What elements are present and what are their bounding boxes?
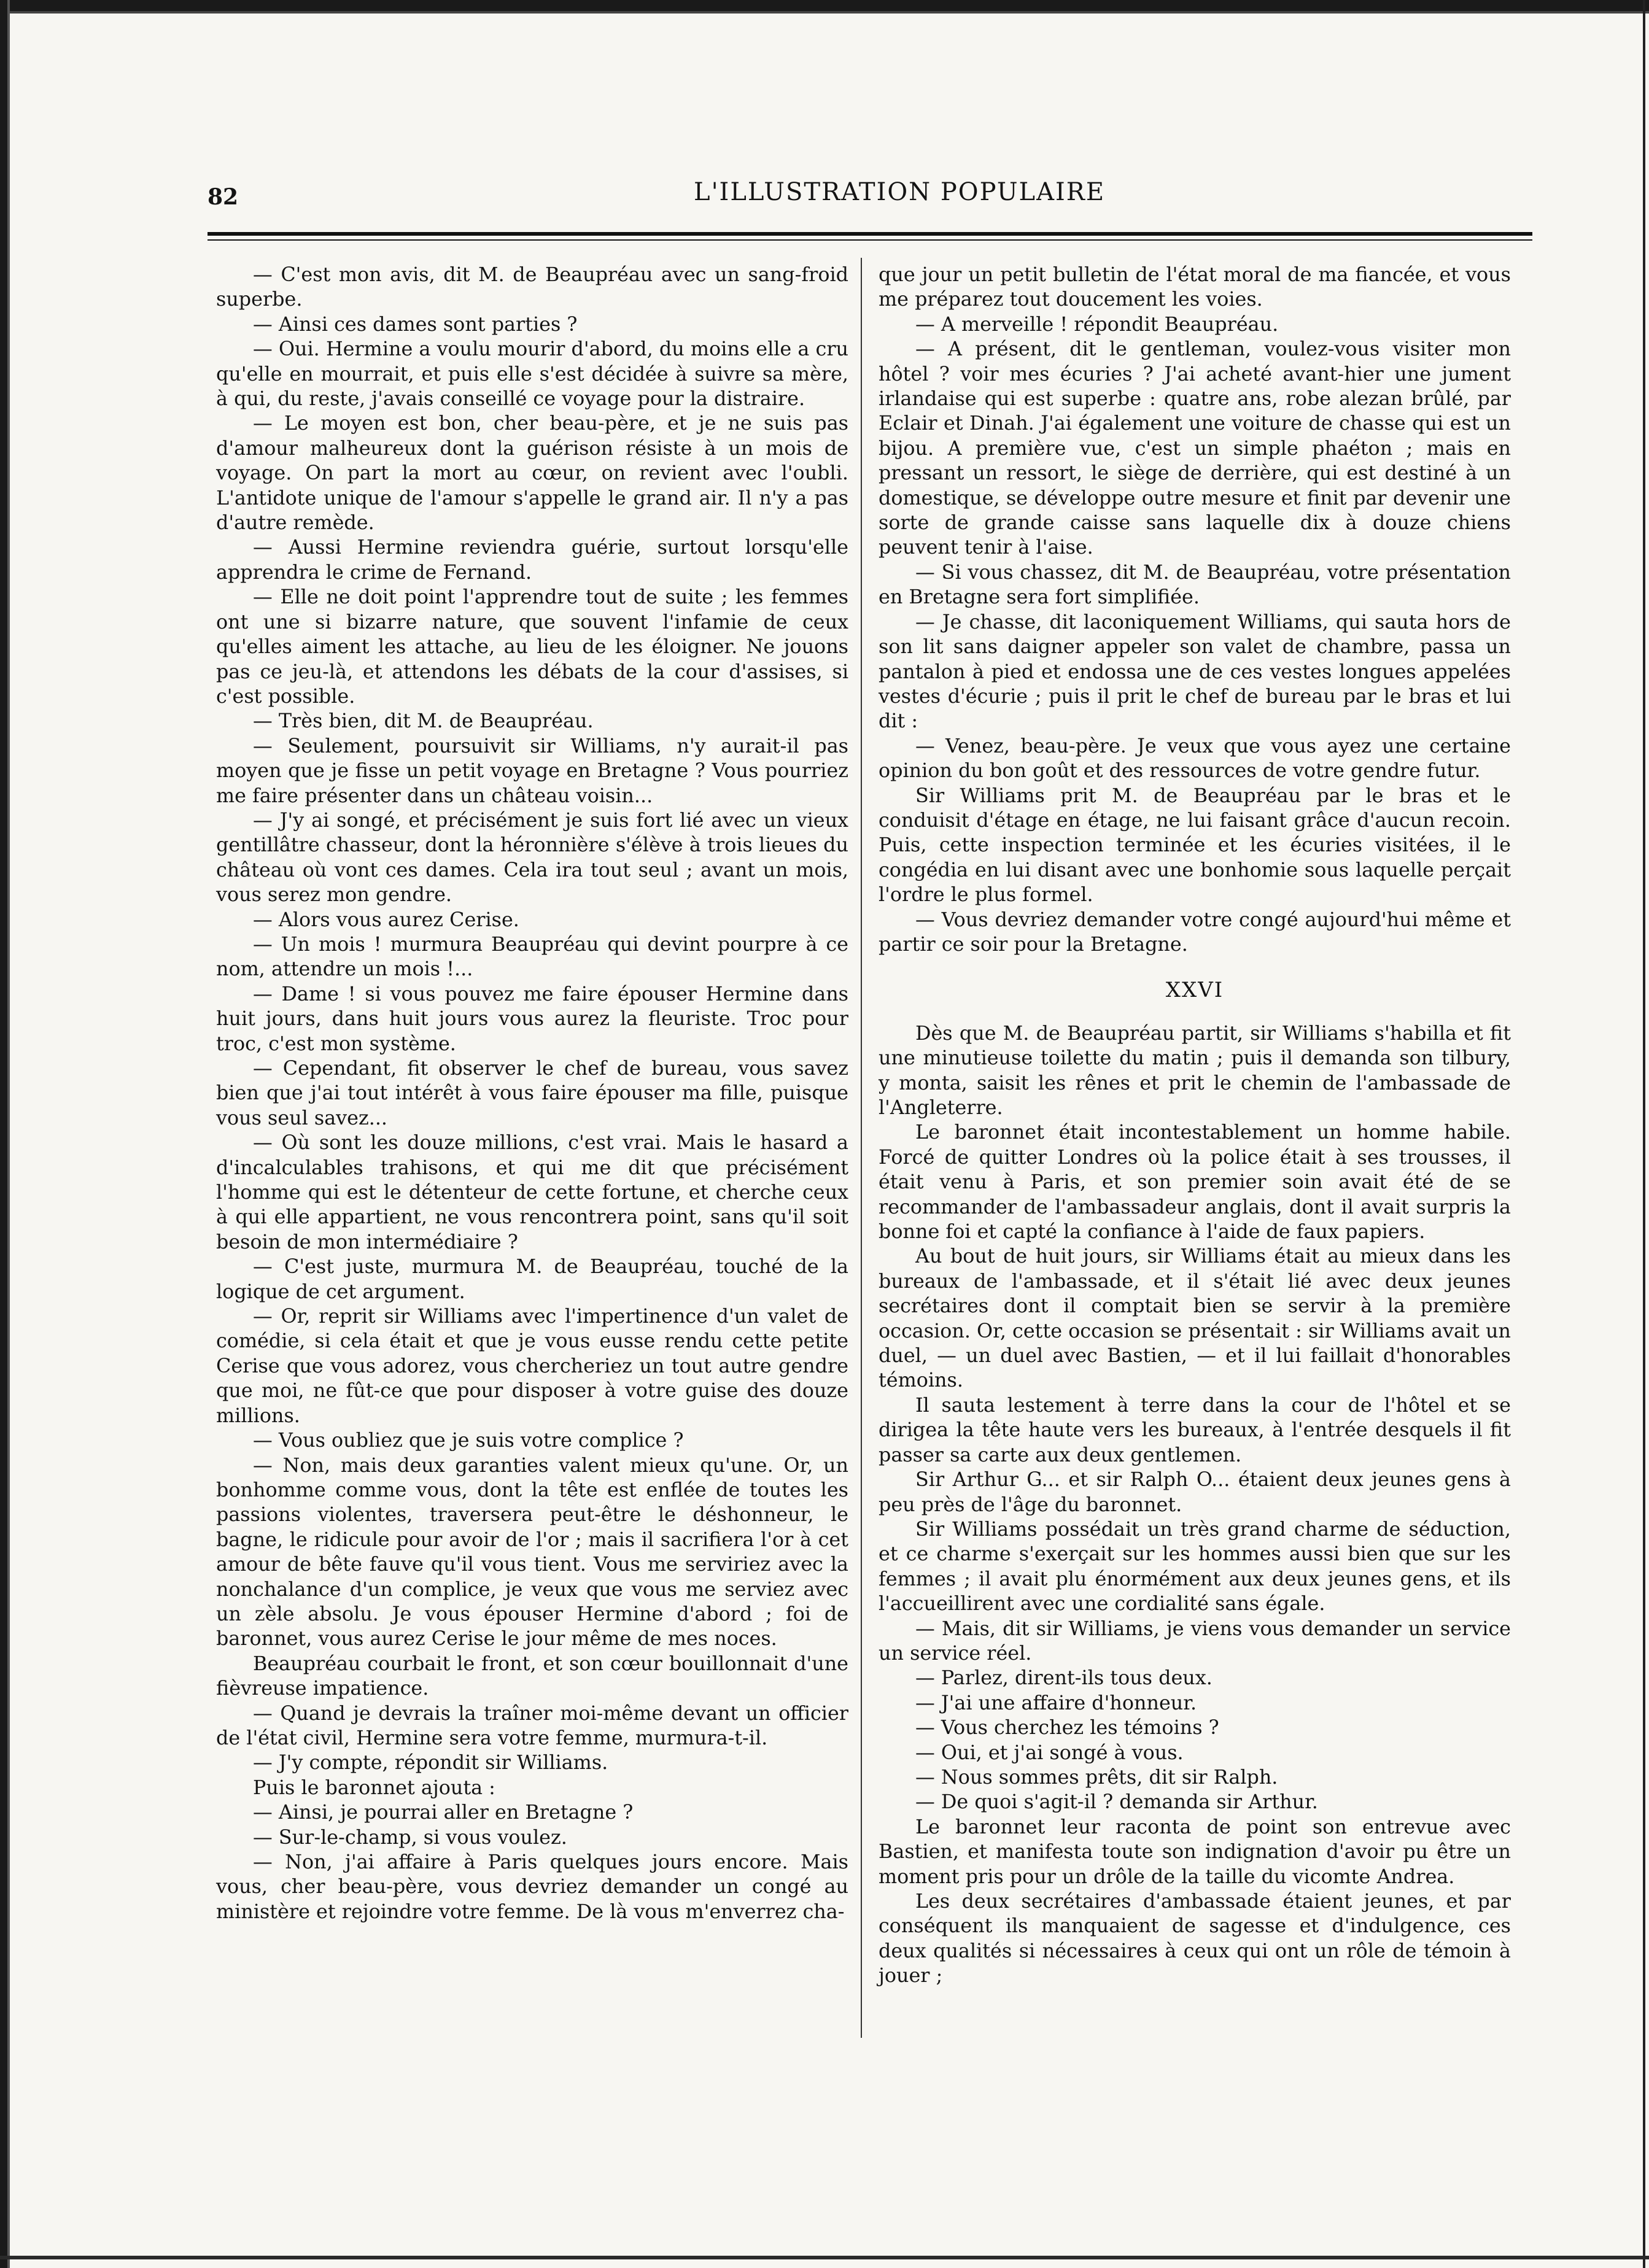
paragraph: — Nous sommes prêts, dit sir Ralph. xyxy=(915,1765,1278,1789)
paragraph: Le baronnet leur raconta de point son entrevue avec Bastien, et manifesta toute son indignation d'avoir pu être un moment pris pour un drôle de la taille du vicomte Andrea. xyxy=(879,1815,1511,1888)
paragraph: Sir Arthur G... et sir Ralph O... étaient deux jeunes gens à peu près de l'âge du baronnet. xyxy=(879,1468,1511,1516)
paragraph: — Très bien, dit M. de Beaupréau. xyxy=(253,710,594,733)
paragraph: — J'y ai songé, et précisément je suis fort lié avec un vieux gentillâtre chasseur, dont la héronnière s'élève à trois lieues du château où vont ces dames. Cela ira tout seul ; avant un mois, vous serez mon gendre. xyxy=(216,808,848,907)
paragraph: Puis le baronnet ajouta : xyxy=(253,1776,495,1799)
paragraph: Sir Williams prit M. de Beaupréau par le bras et le conduisit d'étage en étage, ne lui faisant grâce d'aucun recoin. Puis, cette inspection terminée et les écuries visitées, il le congédia en lui disant avec une bonhomie sous laquelle perçait l'ordre le plus formel. xyxy=(879,784,1511,907)
paragraph: — Alors vous aurez Cerise. xyxy=(253,908,519,931)
paragraph: Le baronnet était incontestablement un homme habile. Forcé de quitter Londres où la police était à ses trousses, il était venu à Paris, et son premier soin avait été de se recommander de l'ambassadeur anglais, dont il avait surpris la bonne foi et capté la confiance à l'aide de faux papiers. xyxy=(879,1121,1511,1244)
paragraph: — Seulement, poursuivit sir Williams, n'y aurait-il pas moyen que je fisse un petit voyage en Bretagne ? Vous pourriez me faire présenter dans un château voisin... xyxy=(216,734,848,807)
paragraph: — J'y compte, répondit sir Williams. xyxy=(253,1751,608,1775)
right-column xyxy=(879,263,1511,1989)
paragraph: — Non, j'ai affaire à Paris quelques jours encore. Mais vous, cher beau-père, vous devriez demander un congé au ministère et rejoindre votre femme. De là vous m'enverrez cha- xyxy=(216,1851,848,1923)
paragraph: — Vous oubliez que je suis votre complice ? xyxy=(253,1429,684,1452)
paragraph: — Or, reprit sir Williams avec l'impertinence d'un valet de comédie, si cela était et que je vous eusse rendu cette petite Cerise que vous adorez, vous chercheriez un tout autre gendre que moi, ne fût-ce que pour disposer à votre guise des douze millions. xyxy=(216,1305,848,1427)
section-heading: XXVI xyxy=(1165,978,1224,1003)
right-column-bottom-text xyxy=(879,1021,1511,1989)
paragraph: — J'ai une affaire d'honneur. xyxy=(915,1691,1197,1714)
paragraph: — A présent, dit le gentleman, voulez-vous visiter mon hôtel ? voir mes écuries ? J'ai acheté avant-hier une jument irlandaise qui est superbe : quatre ans, robe alezan brûlé, par Eclair et Dinah. J'ai également une voiture de chasse qui est un bijou. A première vue, c'est un simple phaéton ; mais en pressant un ressort, le siège de derrière, qui est destiné à un domestique, se développe outre mesure et finit par devenir une sorte de grande caisse sans laquelle dix à douze chiens peuvent tenir à l'aise. xyxy=(879,338,1511,559)
scan-edge-left xyxy=(0,0,25,2268)
paragraph: Au bout de huit jours, sir Williams était au mieux dans les bureaux de l'ambassade, et il s'était lié avec deux jeunes secrétaires dont il comptait bien se servir à la première occasion. Or, cette occasion se présentait : sir Williams avait un duel, — un duel avec Bastien, — et il lui faillait d'honorables témoins. xyxy=(879,1245,1511,1392)
paragraph: — Aussi Hermine reviendra guérie, surtout lorsqu'elle apprendra le crime de Fernand. xyxy=(216,536,848,584)
scan-edge-top xyxy=(0,0,1649,18)
paragraph: — Vous cherchez les témoins ? xyxy=(915,1716,1219,1740)
paragraph: — Mais, dit sir Williams, je viens vous demander un service un service réel. xyxy=(879,1617,1511,1665)
paragraph: — Je chasse, dit laconiquement Williams, qui sauta hors de son lit sans daigner appeler son valet de chambre, passa un pantalon à pied et endossa une de ces vestes longues appelées vestes d'écurie ; puis il prit le chef de bureau par le bras et lui dit : xyxy=(879,610,1511,733)
paragraph: Beaupréau courbait le front, et son cœur bouillonnait d'une fièvreuse impatience. xyxy=(216,1652,848,1700)
paragraph: — Sur-le-champ, si vous voulez. xyxy=(253,1825,567,1849)
header-rule-thick xyxy=(208,232,1532,236)
paragraph: Il sauta lestement à terre dans la cour de l'hôtel et se dirigea la tête haute vers les bureaux, à l'entrée desquels il fit passer sa carte aux deux gentlemen. xyxy=(879,1393,1511,1466)
paragraph: — Si vous chassez, dit M. de Beaupréau, votre présentation en Bretagne sera fort simplifiée. xyxy=(879,560,1511,609)
page-number: 82 xyxy=(208,184,239,210)
paragraph: — Un mois ! murmura Beaupréau qui devint pourpre à ce nom, attendre un mois !... xyxy=(216,932,848,981)
paragraph: — De quoi s'agit-il ? demanda sir Arthur. xyxy=(915,1790,1318,1814)
paragraph: — Vous devriez demander votre congé aujourd'hui même et partir ce soir pour la Bretagne. xyxy=(879,908,1511,956)
paragraph: — Parlez, dirent-ils tous deux. xyxy=(915,1666,1212,1690)
paragraph: Les deux secrétaires d'ambassade étaient jeunes, et par conséquent ils manquaient de sagesse et d'indulgence, ces deux qualités si nécessaires à ceux qui ont un rôle de témoin à jouer ; xyxy=(879,1890,1511,1987)
scan-edge-right xyxy=(1637,0,1649,2268)
paragraph: — Ainsi, je pourrai aller en Bretagne ? xyxy=(253,1801,634,1824)
paragraph: — Oui. Hermine a voulu mourir d'abord, du moins elle a cru qu'elle en mourrait, et puis elle s'est décidée à suivre sa mère, à qui, du reste, j'avais conseillé ce voyage pour la distraire. xyxy=(216,338,848,411)
running-head: L'ILLUSTRATION POPULAIRE xyxy=(694,178,1106,206)
column-divider xyxy=(861,258,862,2038)
paragraph: — Cependant, fit observer le chef de bureau, vous savez bien que j'ai tout intérêt à vous faire épouser ma fille, puisque vous seul savez... xyxy=(216,1057,848,1129)
paragraph: Sir Williams possédait un très grand charme de séduction, et ce charme s'exerçait sur les hommes aussi bien que sur les femmes ; il avait plu énormément aux deux jeunes gens, et ils l'accueillirent avec une cordialité sans égale. xyxy=(879,1517,1511,1616)
header-rule-thin xyxy=(208,239,1532,241)
paragraph: — Où sont les douze millions, c'est vrai. Mais le hasard a d'incalculables trahisons, et qui me dit que précisément l'homme qui est le détenteur de cette fortune, et cherche ceux à qui elle appartient, ne vous rencontrera point, sans qu'il soit besoin de mon intermédiaire ? xyxy=(216,1131,848,1253)
paragraph: — Ainsi ces dames sont parties ? xyxy=(253,312,578,336)
paragraph: que jour un petit bulletin de l'état moral de ma fiancée, et vous me préparez tout doucement les voies. xyxy=(879,263,1511,311)
paragraph: — Oui, et j'ai songé à vous. xyxy=(915,1741,1184,1764)
paragraph: Dès que M. de Beaupréau partit, sir Williams s'habilla et fit une minutieuse toilette du matin ; puis il demanda son tilbury, y monta, saisit les rênes et prit le chemin de l'ambassade de l'Angleterre. xyxy=(879,1021,1511,1119)
paragraph: — Elle ne doit point l'apprendre tout de suite ; les femmes ont une si bizarre nature, que souvent l'infamie de ceux qu'elles aiment les attache, au lieu de les éloigner. Ne jouons pas ce jeu-là, et attendons les débats de la cour d'assises, si c'est possible. xyxy=(216,586,848,708)
paragraph: — Non, mais deux garanties valent mieux qu'une. Or, un bonhomme comme vous, dont la tête est enflée de toutes les passions violentes, traversera peut-être le déshonneur, le bagne, le ridicule pour avoir de l'or ; mais il sacrifiera l'or à cet amour de bête fauve qu'il vous tient. Vous me serviriez avec la nonchalance d'un complice, je veux que vous me serviez avec un zèle absolu. Je vous épouser Hermine d'abord ; foi de baronnet, vous aurez Cerise le jour même de mes noces. xyxy=(216,1453,848,1651)
paragraph: — A merveille ! répondit Beaupréau. xyxy=(915,312,1279,336)
scan-edge-bottom xyxy=(0,2231,1649,2268)
paragraph: — Venez, beau-père. Je veux que vous ayez une certaine opinion du bon goût et des ressources de votre gendre futur. xyxy=(879,734,1511,783)
paragraph: — C'est mon avis, dit M. de Beaupréau avec un sang-froid superbe. xyxy=(216,263,848,311)
paragraph: — Quand je devrais la traîner moi-même devant un officier de l'état civil, Hermine sera votre femme, murmura-t-il. xyxy=(216,1701,848,1749)
paragraph: — Le moyen est bon, cher beau-père, et je ne suis pas d'amour malheureux dont la guérison résiste à un mois de voyage. On part la mort au cœur, on revient avec l'oubli. L'antidote unique de l'amour s'appelle le grand air. Il n'y a pas d'autre remède. xyxy=(216,412,848,535)
paragraph: — Dame ! si vous pouvez me faire épouser Hermine dans huit jours, dans huit jours vous aurez la fleuriste. Troc pour troc, c'est mon système. xyxy=(216,982,848,1055)
left-column xyxy=(216,263,848,1924)
right-column-top-text xyxy=(879,263,1511,957)
paragraph: — C'est juste, murmura M. de Beaupréau, touché de la logique de cet argument. xyxy=(216,1255,848,1303)
